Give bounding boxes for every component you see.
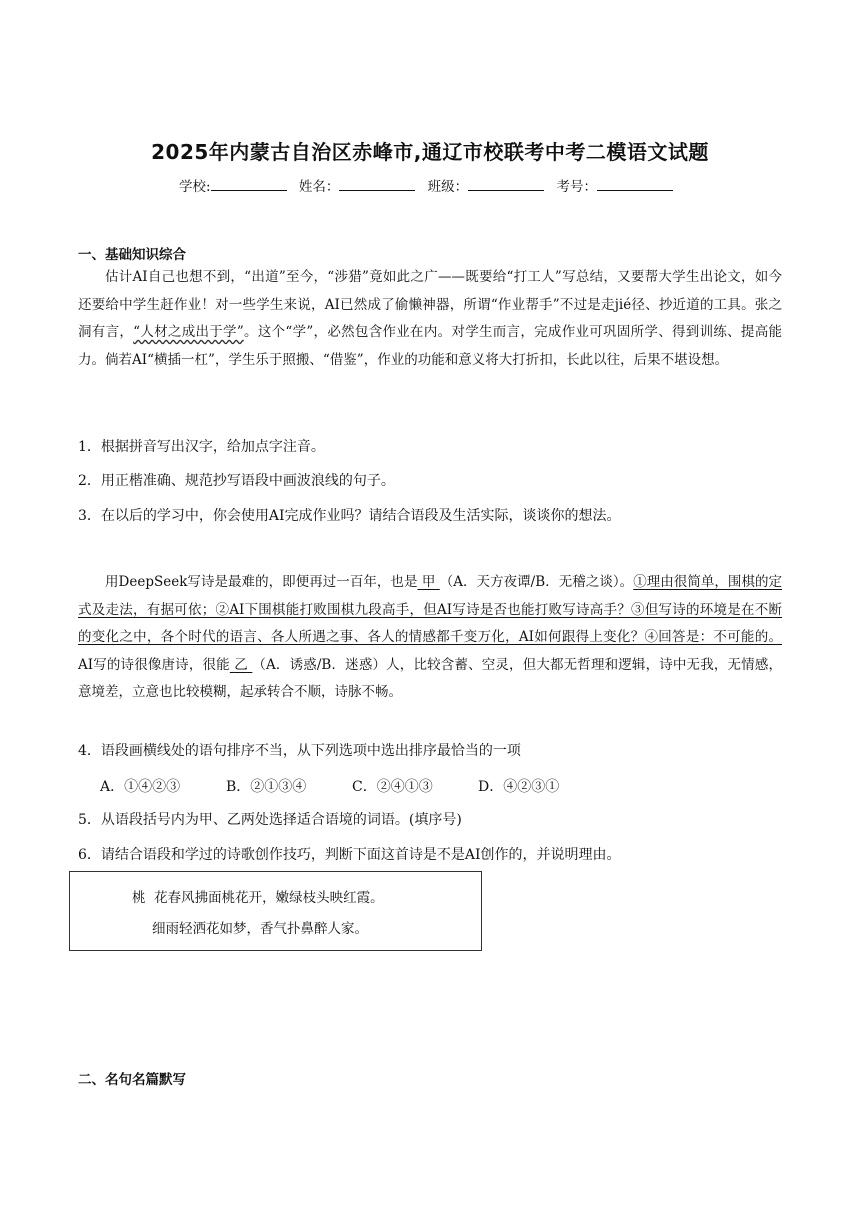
- school-blank: [211, 178, 287, 191]
- underlined-sentences: ①理由很简单，围棋的定式及走法，有据可依；②AI下围棋能打败围棋九段高手，但AI写诗是否也能打败写诗高手？③但写诗的环境是在不断的变化之中，各个时代的语言、各人所遇之事、各人的情感都千变万化，AI如何跟得上变化？④回答是：不可能的。: [78, 574, 783, 645]
- passage-1: [78, 264, 782, 374]
- poem-line-1: [132, 886, 384, 906]
- poem-title: 桃: [132, 890, 146, 906]
- passage-2-text-b: （A．天方夜谭/B．无稽之谈）。: [439, 574, 634, 590]
- passage-2-text-a: 用DeepSeek写诗是最难的，即便再过一百年，也是: [105, 574, 418, 590]
- question-4: 4．语段画横线处的语句排序不当，从下列选项中选出排序最恰当的一项: [78, 743, 521, 759]
- student-info-line: [0, 175, 860, 195]
- class-label: 班级：: [427, 179, 469, 195]
- question-1: 1．根据拼音写出汉字，给加点字注音。: [78, 439, 325, 455]
- blank-jia: [418, 574, 440, 590]
- blank-yi-label: 乙: [234, 656, 248, 673]
- wavy-underlined-quote: “人材之成出于学”: [133, 324, 244, 340]
- poem-line-1-text: 花春风拂面桃花开，嫩绿枝头映红霞。: [154, 890, 384, 906]
- passage-1-text-a: 估计AI自己也想不到，“出道”至今，“涉猎”竟如此之广——既要给“打工人”写总结，又要帮大学生出论文，如今还要给中学生赶作业！对一些学生来说，AI已然成了偷懒神器，所谓“作业帮手”不过是走jié径、抄近道的工具。张之洞有言，: [78, 269, 782, 340]
- passage-2-text-c: AI写的诗很像唐诗，很能: [78, 656, 230, 673]
- section-heading-basics: 一、基础知识综合: [78, 247, 186, 263]
- option-b: B．②①③④: [226, 779, 307, 795]
- class-blank: [468, 178, 544, 191]
- page-title: 2025年内蒙古自治区赤峰市,通辽市校联考中考二模语文试题: [151, 140, 709, 164]
- poem-box: [69, 871, 482, 951]
- poem-line-2: 细雨轻洒花如梦，香气扑鼻醉人家。: [152, 921, 368, 937]
- blank-yi: [230, 657, 253, 673]
- option-a: A．①④②③: [100, 779, 181, 795]
- passage-2: [78, 569, 782, 707]
- question-5: 5．从语段括号内为甲、乙两处选择适合语境的词语。(填序号): [78, 812, 462, 828]
- passage-1-text-b: 。这个“学”，必然包含作业在内。对学生而言，完成作业可巩固所学、得到训练、提高能力。倘若AI“横插一杠”，学生乐于照搬、“借鉴”，作业的功能和意义将大打折扣，长此以往，后果不堪设想。: [78, 324, 782, 368]
- question-3: 3．在以后的学习中，你会使用AI完成作业吗？请结合语段及生活实际，谈谈你的想法。: [78, 508, 621, 524]
- name-label: 姓名：: [298, 179, 340, 195]
- name-blank: [339, 178, 415, 191]
- question-6: 6．请结合语段和学过的诗歌创作技巧，判断下面这首诗是不是AI创作的，并说明理由。: [78, 847, 621, 863]
- question-4-options: [100, 776, 604, 796]
- section-heading-recitation: 二、名句名篇默写: [78, 1072, 186, 1088]
- option-c: C．②④①③: [352, 779, 433, 795]
- school-label: 学校:: [179, 179, 211, 195]
- exam-no-blank: [597, 178, 673, 191]
- exam-no-label: 考号：: [556, 179, 597, 195]
- blank-jia-label: 甲: [421, 574, 436, 590]
- question-2: 2．用正楷准确、规范抄写语段中画波浪线的句子。: [78, 473, 395, 489]
- option-d: D．④②③①: [478, 779, 560, 795]
- passage-2-text-d: （A．诱惑/B．迷惑）人，比较含蓄、空灵，但大都无哲理和逻辑，诗中无我，无情感，意境差，立意也比较模糊，起承转合不顺，诗脉不畅。: [78, 656, 782, 700]
